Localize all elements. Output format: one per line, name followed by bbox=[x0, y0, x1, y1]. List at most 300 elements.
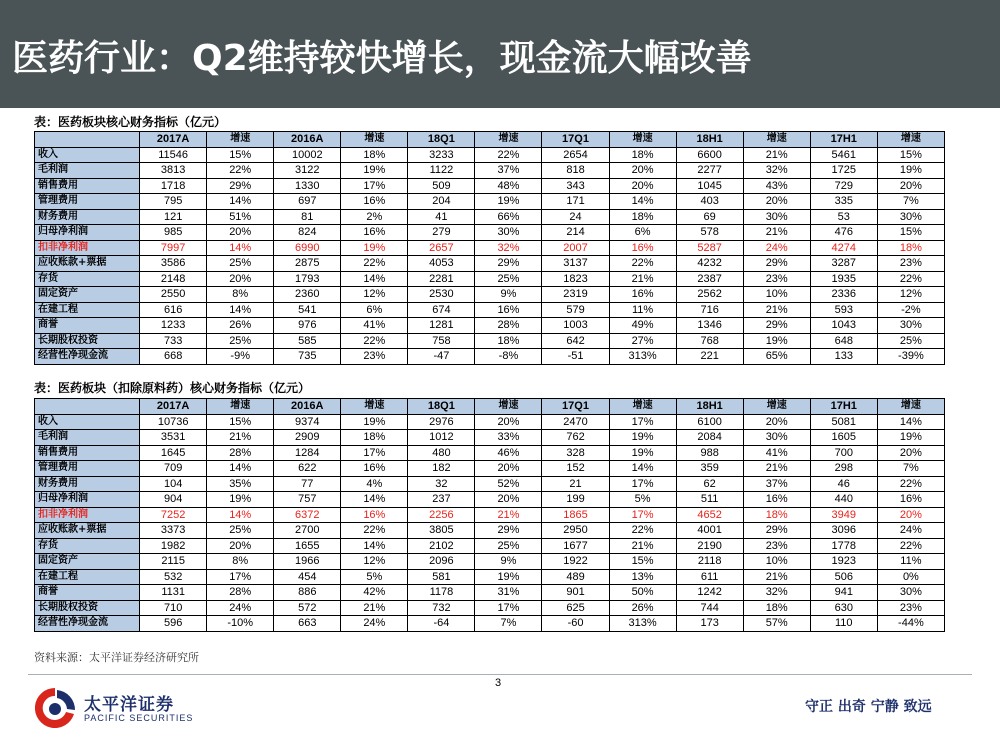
table-cell: 81 bbox=[274, 209, 341, 225]
table-cell: 14% bbox=[207, 461, 274, 477]
table-cell: 17% bbox=[341, 445, 408, 461]
table-cell: 480 bbox=[408, 445, 475, 461]
table-cell: 46 bbox=[810, 476, 877, 492]
table-cell: 710 bbox=[140, 600, 207, 616]
row-label: 经营性净现金流 bbox=[35, 349, 140, 365]
header-growth-cell: 增速 bbox=[609, 399, 676, 415]
table-cell: 8% bbox=[207, 554, 274, 570]
table-cell: 768 bbox=[676, 333, 743, 349]
table-cell: 41% bbox=[341, 318, 408, 334]
table-cell: 541 bbox=[274, 302, 341, 318]
table-cell: 3586 bbox=[140, 256, 207, 272]
row-label: 销售费用 bbox=[35, 178, 140, 194]
table-cell: 18% bbox=[743, 600, 810, 616]
row-label: 在建工程 bbox=[35, 302, 140, 318]
table-row bbox=[35, 461, 945, 477]
table-cell: 18% bbox=[475, 333, 542, 349]
table-cell: 2657 bbox=[408, 240, 475, 256]
table-cell: 663 bbox=[274, 616, 341, 632]
table-cell: 3373 bbox=[140, 523, 207, 539]
table-cell: 2148 bbox=[140, 271, 207, 287]
table-cell: 6% bbox=[609, 225, 676, 241]
table-cell: 762 bbox=[542, 430, 609, 446]
table-cell: 1823 bbox=[542, 271, 609, 287]
table-cell: 22% bbox=[877, 271, 944, 287]
table-row bbox=[35, 507, 945, 523]
table-cell: 3805 bbox=[408, 523, 475, 539]
header-growth-cell: 增速 bbox=[207, 399, 274, 415]
table-cell: 17% bbox=[207, 569, 274, 585]
table-cell: 20% bbox=[743, 194, 810, 210]
table-cell: -64 bbox=[408, 616, 475, 632]
header-growth-cell: 增速 bbox=[341, 399, 408, 415]
table-cell: 19% bbox=[475, 194, 542, 210]
table-cell: 199 bbox=[542, 492, 609, 508]
table-cell: 735 bbox=[274, 349, 341, 365]
table-cell: 2096 bbox=[408, 554, 475, 570]
table-cell: 313% bbox=[609, 616, 676, 632]
header-growth-cell: 增速 bbox=[475, 399, 542, 415]
table-cell: 1012 bbox=[408, 430, 475, 446]
table-cell: 757 bbox=[274, 492, 341, 508]
row-label: 收入 bbox=[35, 414, 140, 430]
table-cell: 19% bbox=[609, 445, 676, 461]
table-cell: 20% bbox=[609, 178, 676, 194]
header-growth-cell: 增速 bbox=[609, 132, 676, 148]
table-cell: 22% bbox=[877, 538, 944, 554]
header-period-cell: 2016A bbox=[274, 132, 341, 148]
table-cell: -39% bbox=[877, 349, 944, 365]
table-cell: 1725 bbox=[810, 163, 877, 179]
table-cell: 17% bbox=[609, 507, 676, 523]
table1-caption: 表：医药板块核心财务指标（亿元） bbox=[34, 115, 227, 129]
table-row bbox=[35, 600, 945, 616]
table-cell: 14% bbox=[207, 507, 274, 523]
table-cell: 152 bbox=[542, 461, 609, 477]
table-cell: 32% bbox=[743, 163, 810, 179]
table-cell: 16% bbox=[341, 194, 408, 210]
table-cell: 4001 bbox=[676, 523, 743, 539]
row-label: 在建工程 bbox=[35, 569, 140, 585]
table-cell: 6100 bbox=[676, 414, 743, 430]
table-cell: 19% bbox=[877, 163, 944, 179]
header-period-cell: 2017A bbox=[140, 399, 207, 415]
table-cell: 19% bbox=[609, 430, 676, 446]
table-cell: 2875 bbox=[274, 256, 341, 272]
table-cell: 57% bbox=[743, 616, 810, 632]
row-label: 固定资产 bbox=[35, 287, 140, 303]
table-cell: 20% bbox=[743, 414, 810, 430]
table-cell: 21% bbox=[743, 225, 810, 241]
table-row bbox=[35, 445, 945, 461]
table-cell: 1131 bbox=[140, 585, 207, 601]
header-period-cell: 17H1 bbox=[810, 399, 877, 415]
table-cell: 18% bbox=[341, 147, 408, 163]
table-cell: 28% bbox=[475, 318, 542, 334]
table-cell: 24% bbox=[207, 600, 274, 616]
table-cell: 19% bbox=[341, 240, 408, 256]
table-cell: 23% bbox=[877, 256, 944, 272]
table-cell: 3233 bbox=[408, 147, 475, 163]
table-cell: 4232 bbox=[676, 256, 743, 272]
table-cell: 1793 bbox=[274, 271, 341, 287]
table-cell: 32 bbox=[408, 476, 475, 492]
table-cell: 26% bbox=[609, 600, 676, 616]
table-cell: 133 bbox=[810, 349, 877, 365]
table-cell: 25% bbox=[475, 271, 542, 287]
table-cell: 20% bbox=[207, 225, 274, 241]
table-header-row bbox=[35, 399, 945, 415]
table-cell: 454 bbox=[274, 569, 341, 585]
table-cell: 30% bbox=[475, 225, 542, 241]
table-cell: 506 bbox=[810, 569, 877, 585]
table-cell: -10% bbox=[207, 616, 274, 632]
table-cell: 21% bbox=[743, 461, 810, 477]
table-cell: 2190 bbox=[676, 538, 743, 554]
table-cell: 630 bbox=[810, 600, 877, 616]
table-cell: 20% bbox=[877, 445, 944, 461]
row-label: 经营性净现金流 bbox=[35, 616, 140, 632]
row-label: 固定资产 bbox=[35, 554, 140, 570]
table-cell: 14% bbox=[207, 302, 274, 318]
table-cell: 18% bbox=[743, 507, 810, 523]
table-cell: -44% bbox=[877, 616, 944, 632]
table-cell: 3949 bbox=[810, 507, 877, 523]
table-cell: 25% bbox=[877, 333, 944, 349]
table-cell: 5081 bbox=[810, 414, 877, 430]
table-cell: 593 bbox=[810, 302, 877, 318]
row-label: 商誉 bbox=[35, 585, 140, 601]
table-cell: -8% bbox=[475, 349, 542, 365]
table-cell: 17% bbox=[475, 600, 542, 616]
logo-english-name: PACIFIC SECURITIES bbox=[84, 713, 194, 723]
table-cell: 41 bbox=[408, 209, 475, 225]
table-cell: 69 bbox=[676, 209, 743, 225]
table-cell: 1865 bbox=[542, 507, 609, 523]
table-cell: 2084 bbox=[676, 430, 743, 446]
table-cell: 10736 bbox=[140, 414, 207, 430]
table-cell: 532 bbox=[140, 569, 207, 585]
table-cell: 10002 bbox=[274, 147, 341, 163]
table-cell: 16% bbox=[609, 240, 676, 256]
table-cell: 25% bbox=[207, 523, 274, 539]
table-cell: 622 bbox=[274, 461, 341, 477]
table-row bbox=[35, 554, 945, 570]
table-cell: 824 bbox=[274, 225, 341, 241]
table-cell: 6600 bbox=[676, 147, 743, 163]
table-cell: 1043 bbox=[810, 318, 877, 334]
table-row bbox=[35, 585, 945, 601]
table-cell: 3122 bbox=[274, 163, 341, 179]
table-cell: 30% bbox=[877, 209, 944, 225]
table-cell: 16% bbox=[743, 492, 810, 508]
table-cell: 1645 bbox=[140, 445, 207, 461]
table-cell: 19% bbox=[207, 492, 274, 508]
row-label: 财务费用 bbox=[35, 476, 140, 492]
row-label: 毛利润 bbox=[35, 163, 140, 179]
table-cell: 11% bbox=[877, 554, 944, 570]
table-cell: 2% bbox=[341, 209, 408, 225]
table-cell: 121 bbox=[140, 209, 207, 225]
table-cell: 12% bbox=[877, 287, 944, 303]
table-cell: 20% bbox=[877, 178, 944, 194]
header-period-cell: 2016A bbox=[274, 399, 341, 415]
table-cell: 1922 bbox=[542, 554, 609, 570]
page-number: 3 bbox=[495, 677, 502, 689]
company-motto: 守正 出奇 宁静 致远 bbox=[805, 699, 932, 715]
table-cell: 16% bbox=[341, 461, 408, 477]
table-cell: 1966 bbox=[274, 554, 341, 570]
table-cell: 14% bbox=[207, 240, 274, 256]
table-cell: 732 bbox=[408, 600, 475, 616]
table-row bbox=[35, 163, 945, 179]
table-cell: 1003 bbox=[542, 318, 609, 334]
table-cell: 17% bbox=[341, 178, 408, 194]
table-cell: -51 bbox=[542, 349, 609, 365]
table-cell: 1718 bbox=[140, 178, 207, 194]
table-cell: 26% bbox=[207, 318, 274, 334]
table-cell: 7% bbox=[475, 616, 542, 632]
header-growth-cell: 增速 bbox=[877, 399, 944, 415]
table-cell: 18% bbox=[877, 240, 944, 256]
logo-chinese-name: 太平洋证券 bbox=[84, 695, 174, 715]
table-cell: 2909 bbox=[274, 430, 341, 446]
table-cell: 744 bbox=[676, 600, 743, 616]
table-cell: 23% bbox=[341, 349, 408, 365]
table-cell: 3531 bbox=[140, 430, 207, 446]
table-cell: 2700 bbox=[274, 523, 341, 539]
table-row bbox=[35, 349, 945, 365]
table-cell: 31% bbox=[475, 585, 542, 601]
table-cell: 5461 bbox=[810, 147, 877, 163]
table-cell: 22% bbox=[341, 256, 408, 272]
table-cell: 2976 bbox=[408, 414, 475, 430]
table-cell: 171 bbox=[542, 194, 609, 210]
table-row bbox=[35, 225, 945, 241]
table-cell: 21% bbox=[207, 430, 274, 446]
table-cell: 7% bbox=[877, 194, 944, 210]
table-cell: 22% bbox=[609, 523, 676, 539]
table-cell: 204 bbox=[408, 194, 475, 210]
table-row bbox=[35, 194, 945, 210]
table-cell: 1605 bbox=[810, 430, 877, 446]
page-title: 医药行业：Q2维持较快增长，现金流大幅改善 bbox=[12, 38, 752, 79]
table-cell: 7% bbox=[877, 461, 944, 477]
table-cell: 11546 bbox=[140, 147, 207, 163]
row-label: 应收账款+票据 bbox=[35, 523, 140, 539]
table-cell: 24% bbox=[341, 616, 408, 632]
header-growth-cell: 增速 bbox=[877, 132, 944, 148]
row-label: 存货 bbox=[35, 271, 140, 287]
table-cell: 988 bbox=[676, 445, 743, 461]
table-cell: 30% bbox=[743, 209, 810, 225]
row-label: 毛利润 bbox=[35, 430, 140, 446]
table-cell: 489 bbox=[542, 569, 609, 585]
table-cell: 985 bbox=[140, 225, 207, 241]
table-row bbox=[35, 569, 945, 585]
table-cell: 17% bbox=[609, 414, 676, 430]
table-cell: 19% bbox=[341, 414, 408, 430]
table-cell: 674 bbox=[408, 302, 475, 318]
financial-table-2 bbox=[34, 398, 945, 632]
table-cell: 21% bbox=[475, 507, 542, 523]
table-cell: 4274 bbox=[810, 240, 877, 256]
table-cell: 50% bbox=[609, 585, 676, 601]
table-cell: 37% bbox=[743, 476, 810, 492]
footer-divider bbox=[28, 674, 972, 675]
table-cell: 20% bbox=[207, 271, 274, 287]
table-cell: 24 bbox=[542, 209, 609, 225]
table-cell: 2470 bbox=[542, 414, 609, 430]
table-cell: 23% bbox=[743, 538, 810, 554]
table-cell: 7997 bbox=[140, 240, 207, 256]
header-period-cell: 18H1 bbox=[676, 132, 743, 148]
table-cell: 21% bbox=[609, 271, 676, 287]
table-cell: 22% bbox=[877, 476, 944, 492]
row-label: 管理费用 bbox=[35, 461, 140, 477]
table-cell: 22% bbox=[341, 333, 408, 349]
table-cell: 1677 bbox=[542, 538, 609, 554]
table-cell: 221 bbox=[676, 349, 743, 365]
table-cell: 25% bbox=[207, 333, 274, 349]
table-cell: 9374 bbox=[274, 414, 341, 430]
table-row bbox=[35, 302, 945, 318]
table-cell: 1982 bbox=[140, 538, 207, 554]
row-label: 长期股权投资 bbox=[35, 333, 140, 349]
table-cell: 20% bbox=[207, 538, 274, 554]
table-cell: 30% bbox=[877, 318, 944, 334]
table-row bbox=[35, 147, 945, 163]
table-cell: -2% bbox=[877, 302, 944, 318]
row-label: 长期股权投资 bbox=[35, 600, 140, 616]
table-cell: 20% bbox=[475, 414, 542, 430]
table-cell: 1778 bbox=[810, 538, 877, 554]
table-cell: 2118 bbox=[676, 554, 743, 570]
table-cell: 24% bbox=[877, 523, 944, 539]
table-cell: 4652 bbox=[676, 507, 743, 523]
table-cell: 35% bbox=[207, 476, 274, 492]
table-cell: 359 bbox=[676, 461, 743, 477]
header-period-cell: 2017A bbox=[140, 132, 207, 148]
table-cell: 10% bbox=[743, 287, 810, 303]
table-cell: 279 bbox=[408, 225, 475, 241]
table-cell: 941 bbox=[810, 585, 877, 601]
table-cell: 9% bbox=[475, 554, 542, 570]
table-cell: 3287 bbox=[810, 256, 877, 272]
table-cell: 42% bbox=[341, 585, 408, 601]
header-growth-cell: 增速 bbox=[743, 399, 810, 415]
table-cell: 5% bbox=[341, 569, 408, 585]
table-cell: 1281 bbox=[408, 318, 475, 334]
table-cell: 6990 bbox=[274, 240, 341, 256]
table-cell: 104 bbox=[140, 476, 207, 492]
table-cell: 648 bbox=[810, 333, 877, 349]
source-note: 资料来源：太平洋证券经济研究所 bbox=[34, 651, 199, 664]
table-cell: 3813 bbox=[140, 163, 207, 179]
table-cell: 23% bbox=[743, 271, 810, 287]
table-cell: 2319 bbox=[542, 287, 609, 303]
table-cell: 1655 bbox=[274, 538, 341, 554]
table-cell: 6% bbox=[341, 302, 408, 318]
table-cell: 14% bbox=[341, 271, 408, 287]
table-cell: 29% bbox=[743, 318, 810, 334]
table-cell: 581 bbox=[408, 569, 475, 585]
table-cell: 328 bbox=[542, 445, 609, 461]
table-cell: 729 bbox=[810, 178, 877, 194]
table-row bbox=[35, 333, 945, 349]
header-period-cell: 17H1 bbox=[810, 132, 877, 148]
table-cell: 2562 bbox=[676, 287, 743, 303]
table-cell: 1330 bbox=[274, 178, 341, 194]
table-row bbox=[35, 538, 945, 554]
table-cell: 17% bbox=[609, 476, 676, 492]
table-cell: 579 bbox=[542, 302, 609, 318]
row-label: 收入 bbox=[35, 147, 140, 163]
table-cell: 585 bbox=[274, 333, 341, 349]
table-cell: 20% bbox=[609, 163, 676, 179]
table-cell: 2102 bbox=[408, 538, 475, 554]
table2-caption: 表：医药板块（扣除原料药）核心财务指标（亿元） bbox=[34, 381, 311, 395]
table-cell: 313% bbox=[609, 349, 676, 365]
table-cell: 237 bbox=[408, 492, 475, 508]
table-cell: 3096 bbox=[810, 523, 877, 539]
table-row bbox=[35, 476, 945, 492]
row-label: 商誉 bbox=[35, 318, 140, 334]
table-cell: 578 bbox=[676, 225, 743, 241]
table-cell: 37% bbox=[475, 163, 542, 179]
table-cell: 11% bbox=[609, 302, 676, 318]
table-cell: 16% bbox=[475, 302, 542, 318]
table-cell: 2007 bbox=[542, 240, 609, 256]
table-cell: 668 bbox=[140, 349, 207, 365]
table-cell: 15% bbox=[877, 147, 944, 163]
table-cell: 18% bbox=[609, 147, 676, 163]
table-cell: 343 bbox=[542, 178, 609, 194]
table-cell: 21 bbox=[542, 476, 609, 492]
table-row bbox=[35, 209, 945, 225]
table-cell: 2360 bbox=[274, 287, 341, 303]
table-cell: 596 bbox=[140, 616, 207, 632]
table-cell: 14% bbox=[207, 194, 274, 210]
table-cell: 21% bbox=[743, 302, 810, 318]
table-cell: -47 bbox=[408, 349, 475, 365]
header-period-cell: 17Q1 bbox=[542, 132, 609, 148]
table-cell: 5287 bbox=[676, 240, 743, 256]
table-cell: 2530 bbox=[408, 287, 475, 303]
table-cell: 29% bbox=[743, 256, 810, 272]
table-cell: 2336 bbox=[810, 287, 877, 303]
table-cell: 29% bbox=[743, 523, 810, 539]
table-cell: 5% bbox=[609, 492, 676, 508]
table-cell: 511 bbox=[676, 492, 743, 508]
table-row bbox=[35, 492, 945, 508]
row-label: 管理费用 bbox=[35, 194, 140, 210]
table-cell: 2387 bbox=[676, 271, 743, 287]
table-cell: 27% bbox=[609, 333, 676, 349]
table-cell: 19% bbox=[743, 333, 810, 349]
table-cell: 24% bbox=[743, 240, 810, 256]
table-row bbox=[35, 523, 945, 539]
table-cell: 904 bbox=[140, 492, 207, 508]
row-label: 归母净利润 bbox=[35, 225, 140, 241]
table-cell: 335 bbox=[810, 194, 877, 210]
table-cell: 22% bbox=[475, 147, 542, 163]
financial-table-1 bbox=[34, 131, 945, 365]
table-cell: 52% bbox=[475, 476, 542, 492]
table-cell: -9% bbox=[207, 349, 274, 365]
table-cell: 32% bbox=[743, 585, 810, 601]
table-cell: 611 bbox=[676, 569, 743, 585]
